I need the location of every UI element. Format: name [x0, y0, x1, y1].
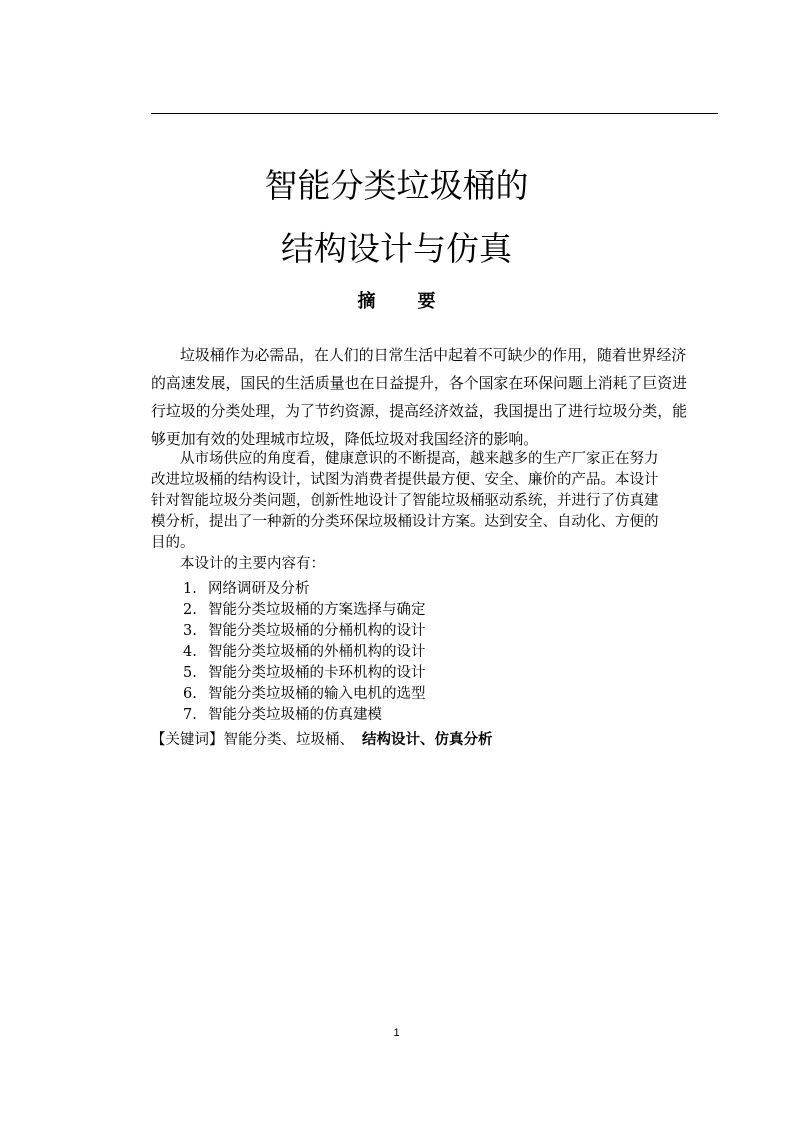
title-line-1: 智能分类垃圾桶的	[264, 166, 529, 205]
list-item: 2. 智能分类垃圾桶的方案选择与确定	[183, 602, 426, 618]
abstract-heading-char-1: 摘	[357, 291, 376, 312]
list-item: 4. 智能分类垃圾桶的外桶机构的设计	[183, 644, 426, 660]
paragraph-line: 够更加有效的处理城市垃圾，降低垃圾对我国经济的影响。	[151, 430, 539, 448]
list-item: 3. 智能分类垃圾桶的分桶机构的设计	[183, 623, 426, 639]
keywords-label: 【关键词】	[151, 732, 224, 748]
paragraph-line: 改进垃圾桶的结构设计，试图为消费者提供最方便、安全、廉价的产品。本设计	[151, 472, 659, 488]
keywords-part-2: 结构设计、仿真分析	[362, 732, 493, 748]
paragraph-line: 的高速发展，国民的生活质量也在日益提升，各个国家在环保问题上消耗了巨资进	[151, 374, 688, 392]
list-item: 6. 智能分类垃圾桶的输入电机的选型	[183, 686, 426, 702]
page-number: 1	[393, 1027, 400, 1039]
abstract-heading	[0, 290, 793, 314]
paragraph-line: 目的。	[151, 535, 195, 551]
keywords	[151, 728, 493, 749]
paragraph-line: 模分析，提出了一种新的分类环保垃圾桶设计方案。达到安全、自动化、方便的	[151, 514, 659, 530]
title-line-2: 结构设计与仿真	[281, 229, 512, 268]
list-item: 1. 网络调研及分析	[183, 581, 310, 597]
abstract-heading-char-2: 要	[417, 291, 436, 312]
paragraph-line: 针对智能垃圾分类问题，创新性地设计了智能垃圾桶驱动系统，并进行了仿真建	[151, 493, 659, 509]
paragraph-line: 从市场供应的角度看，健康意识的不断提高，越来越多的生产厂家正在努力	[180, 451, 659, 467]
keywords-part-1: 智能分类、垃圾桶、	[223, 732, 354, 748]
list-item: 5. 智能分类垃圾桶的卡环机构的设计	[183, 665, 426, 681]
main-content-intro: 本设计的主要内容有：	[180, 556, 325, 572]
paragraph-line: 行垃圾的分类处理，为了节约资源，提高经济效益，我国提出了进行垃圾分类，能	[151, 402, 688, 420]
header-rule	[151, 113, 718, 114]
paragraph-line: 垃圾桶作为必需品，在人们的日常生活中起着不可缺少的作用，随着世界经济	[180, 346, 687, 364]
list-item: 7. 智能分类垃圾桶的仿真建模	[183, 707, 382, 723]
